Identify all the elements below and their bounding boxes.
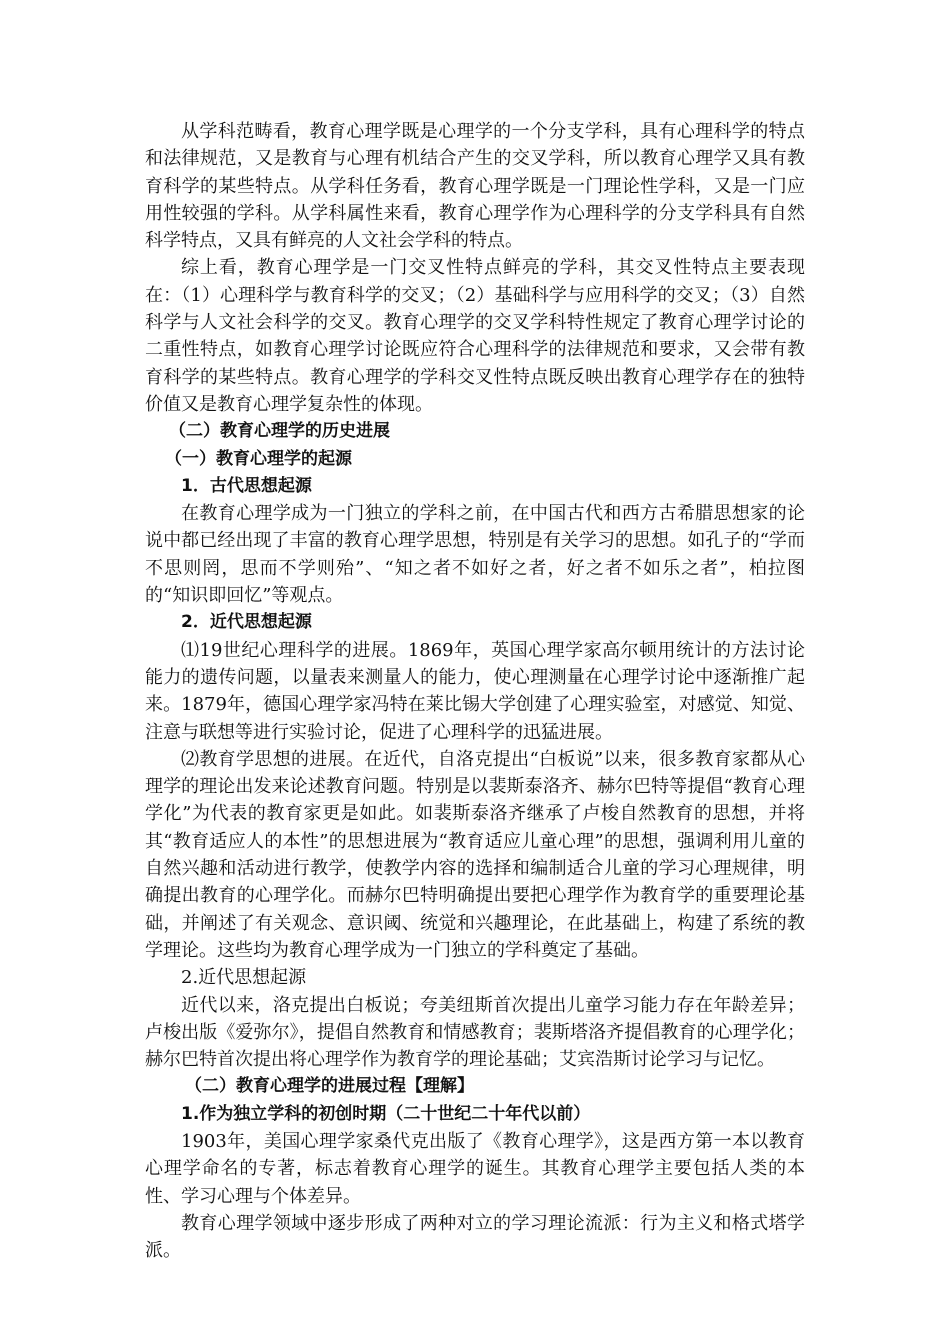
paragraph-ancient-thought: 在教育心理学成为一门独立的学科之前，在中国古代和西方古希腊思想家的论说中都已经出现了丰富的教育心理学思想，特别是有关学习的思想。如孔子的“学而不思则罔，思而不学则殆”、“知之者不如好之者，好之者不如乐之者”，柏拉图的“知识即回忆”等观点。 [145, 503, 805, 607]
heading-modern-origin: 2．近代思想起源 [181, 612, 312, 633]
heading-history: （二）教育心理学的历史进展 [169, 421, 390, 442]
paragraph-discipline-nature: 从学科范畴看，教育心理学既是心理学的一个分支学科，具有心理科学的特点和法律规范，又是教育与心理有机结合产生的交叉学科，所以教育心理学又具有教育科学的某些特点。从学科任务看，教育心理学既是一门理论性学科，又是一门应用性较强的学科。从学科属性来看，教育心理学作为心理科学的分支学科具有自然科学特点，又具有鲜亮的人文社会学科的特点。 [145, 121, 805, 252]
heading-founding-period: 1.作为独立学科的初创时期（二十世纪二十年代以前） [181, 1103, 591, 1124]
heading-development-process: （二）教育心理学的进展过程【理解】 [185, 1076, 474, 1097]
paragraph-interdisciplinary: 综上看，教育心理学是一门交叉性特点鲜亮的学科，其交叉性特点主要表现在：（1）心理科学与教育科学的交叉；（2）基础科学与应用科学的交叉；（3）自然科学与人文社会科学的交叉。教育心理学的交叉学科特性规定了教育心理学讨论的二重性特点，如教育心理学讨论既应符合心理科学的法律规范和要求，又会带有教育科学的某些特点。教育心理学的学科交叉性特点既反映出教育心理学存在的独特价值又是教育心理学复杂性的体现。 [145, 257, 805, 415]
paragraph-psychology-progress: ⑴19世纪心理科学的进展。1869年，英国心理学家高尔顿用统计的方法讨论能力的遗传问题，以量表来测量人的能力，使心理测量在心理学讨论中逐渐推广起来。1879年，德国心理学家冯特在莱比锡大学创建了心理实验室，对感觉、知觉、注意与联想等进行实验讨论，促进了心理科学的迅猛进展。 [145, 639, 805, 743]
paragraph-education-progress: ⑵教育学思想的进展。在近代，自洛克提出“白板说”以来，很多教育家都从心理学的理论出发来论述教育问题。特别是以裴斯泰洛齐、赫尔巴特等提倡“教育心理学化”为代表的教育家更是如此。如裴斯泰洛齐继承了卢梭自然教育的思想，并将其“教育适应人的本性”的思想进展为“教育适应儿童心理”的思想，强调利用儿童的自然兴趣和活动进行教学，使教学内容的选择和编制适合儿童的学习心理规律，明确提出教育的心理学化。而赫尔巴特明确提出要把心理学作为教育学的重要理论基础，并阐述了有关观念、意识阈、统觉和兴趣理论，在此基础上，构建了系统的教学理论。这些均为教育心理学成为一门独立的学科奠定了基础。 [145, 748, 805, 961]
paragraph-thorndike: 1903年，美国心理学家桑代克出版了《教育心理学》，这是西方第一本以教育心理学命名的专著，标志着教育心理学的诞生。其教育心理学主要包括人类的本性、学习心理与个体差异。 [145, 1130, 805, 1207]
paragraph-learning-schools: 教育心理学领域中逐步形成了两种对立的学习理论流派：行为主义和格式塔学派。 [145, 1212, 805, 1262]
heading-origin: （一）教育心理学的起源 [165, 448, 352, 469]
heading-ancient-origin: 1．古代思想起源 [181, 475, 312, 496]
heading-modern-origin-2: 2.近代思想起源 [181, 967, 307, 989]
document-page [145, 118, 805, 1264]
paragraph-modern-summary: 近代以来，洛克提出白板说；夸美纽斯首次提出儿童学习能力存在年龄差异；卢梭出版《爱弥尔》，提倡自然教育和情感教育；裴斯塔洛齐提倡教育的心理学化；赫尔巴特首次提出将心理学作为教育学的理论基础；艾宾浩斯讨论学习与记忆。 [145, 994, 805, 1071]
